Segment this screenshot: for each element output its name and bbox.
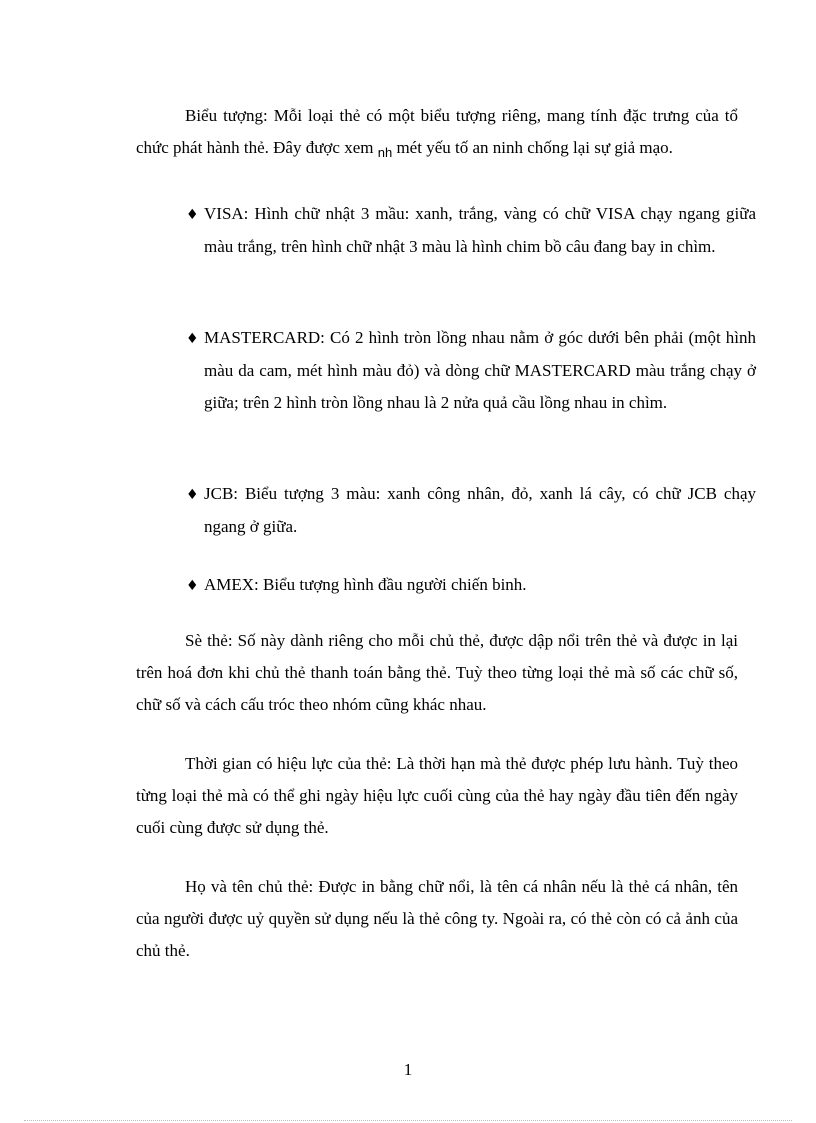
paragraph-ho-ten-chu-the [136, 871, 738, 967]
diamond-bullet-icon: ♦ [186, 487, 199, 503]
bullet-text: VISA: Hình chữ nhật 3 mầu: xanh, trắng, vàng có chữ VISA chạy ngang giữa màu trắng, trên hình chữ nhật 3 màu là hình chim bồ câu đang bay in chìm. [204, 204, 756, 256]
paragraph-text: mét yếu tố an ninh chống lại sự giả mạo. [392, 138, 673, 157]
bullet-amex [186, 569, 756, 602]
paragraph-text: Sè thẻ: Số này dành riêng cho mỗi chủ thẻ, được dập nổi trên thẻ và được in lại trên hoá đơn khi chủ thẻ thanh toán bằng thẻ. Tuỳ theo từng loại thẻ mà số các chữ số, chữ số và cách cấu tróc theo nhóm cũng khác nhau. [136, 631, 738, 714]
bullet-text: JCB: Biểu tượng 3 màu: xanh công nhân, đỏ, xanh lá cây, có chữ JCB chạy ngang ở giữa. [204, 484, 756, 536]
paragraph-text: Biểu tượng: Mỗi loại thẻ có một biểu tượng riêng, mang tính đặc trưng của tổ chức phát hành thẻ. Đây được xem [136, 106, 738, 157]
page-bottom-divider [24, 1120, 792, 1121]
bullet-jcb [186, 478, 756, 543]
bullet-text: MASTERCARD: Có 2 hình tròn lồng nhau nằm ở góc dưới bên phải (một hình màu da cam, mét hình màu đỏ) và dòng chữ MASTERCARD màu trắng chạy ở giữa; trên 2 hình tròn lồng nhau là 2 nửa quả cầu lồng nhau in chìm. [204, 328, 756, 412]
inline-small-text: nh [377, 145, 393, 160]
paragraph-thoi-gian-hieu-luc [136, 748, 738, 844]
paragraph-text: Thời gian có hiệu lực của thẻ: Là thời hạn mà thẻ được phép lưu hành. Tuỳ theo từng loại thẻ mà có thể ghi ngày hiệu lực cuối cùng của thẻ hay ngày đầu tiên đến ngày cuối cùng được sử dụng thẻ. [136, 754, 738, 837]
paragraph-bieu-tuong [136, 100, 738, 165]
bullet-text: AMEX: Biểu tượng hình đầu người chiến binh. [204, 575, 527, 594]
diamond-bullet-icon: ♦ [186, 331, 199, 347]
diamond-bullet-icon: ♦ [186, 578, 199, 594]
paragraph-so-the [136, 625, 738, 721]
paragraph-text: Họ và tên chủ thẻ: Được in bằng chữ nổi, là tên cá nhân nếu là thẻ cá nhân, tên của người được uỷ quyền sử dụng nếu là thẻ công ty. Ngoài ra, có thẻ còn có cả ảnh của chủ thẻ. [136, 877, 738, 960]
bullet-mastercard [186, 322, 756, 419]
page-number: 1 [403, 1060, 413, 1079]
bullet-visa [186, 198, 756, 263]
diamond-bullet-icon: ♦ [186, 207, 199, 223]
